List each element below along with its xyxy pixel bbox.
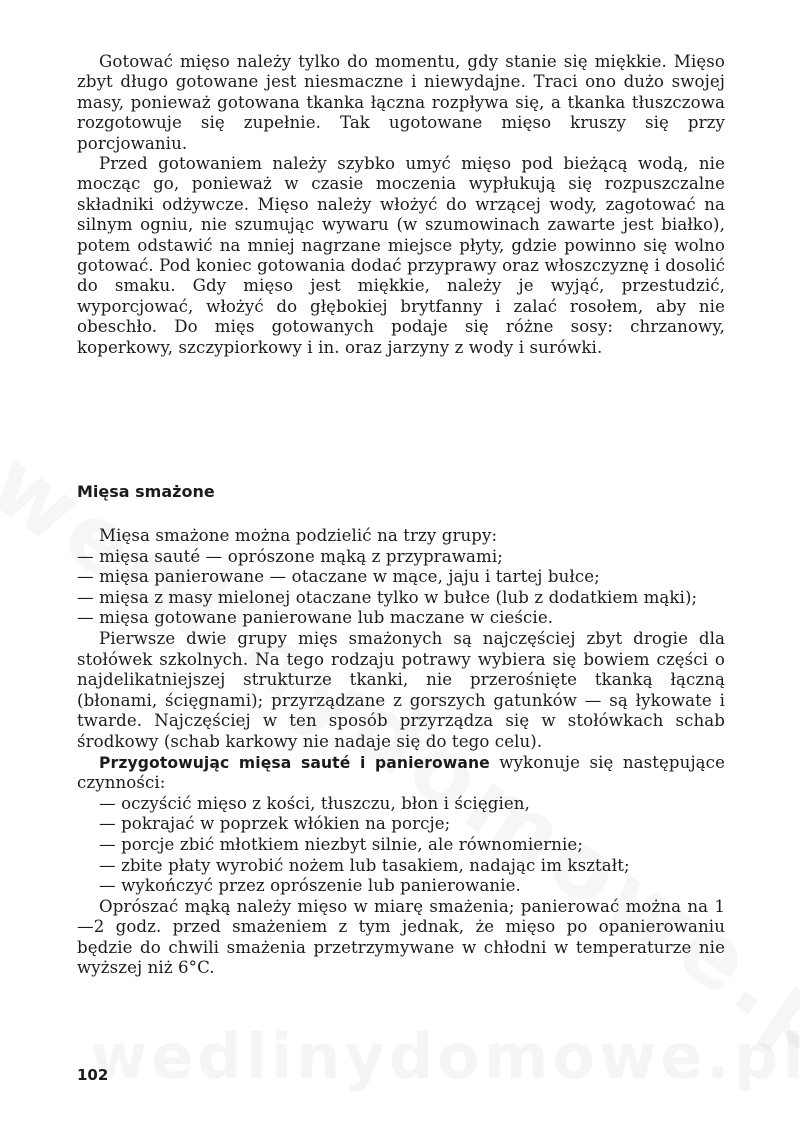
list-item: — oczyścić mięso z kości, tłuszczu, błon i ścięgien, (99, 793, 530, 813)
section-body (77, 526, 725, 979)
list-item: — zbite płaty wyrobić nożem lub tasakiem, nadając im kształt; (99, 855, 630, 875)
steps-list (77, 794, 725, 897)
list-item: — mięsa z masy mielonej otaczane tylko w bułce (lub z dodatkiem mąki); (77, 587, 698, 607)
paragraph-2-rest: wykonuje się następujące czynności: (77, 752, 725, 793)
page-number: 102 (77, 1066, 109, 1084)
bold-lead: Przygotowując mięsa sauté i panierowane (99, 753, 490, 772)
list-item: — mięsa gotowane panierowane lub maczane w cieście. (77, 608, 554, 628)
section-paragraph-2 (77, 753, 725, 794)
intro-text-block (77, 52, 725, 358)
section-intro: Mięsa smażone można podzielić na trzy grupy: (99, 526, 498, 545)
section-paragraph-1: Pierwsze dwie grupy mięs smażonych są najczęściej zbyt drogie dla stołówek szkolnych. Na tego rodzaju potrawy wybiera się bowiem części o najdelikatniejszej strukturze tkanki, nie przerośnięte tkanką łączną (błonami, ścięgnami); przyrządzane z gorszych gatunków — są łykowate i twarde. Najczęściej w ten sposób przyrządza się w stołówkach schab środkowy (schab karkowy nie nadaje się do tego celu). (77, 628, 725, 751)
watermark-bottom (90, 1020, 800, 1093)
list-item: — mięsa panierowane — otaczane w mące, jaju i tartej bułce; (77, 567, 600, 587)
list-item: — pokrajać w poprzek włókien na porcje; (99, 814, 451, 834)
list-item: — wykończyć przez oprószenie lub panierowanie. (99, 876, 521, 896)
list-item: — porcje zbić młotkiem niezbyt silnie, ale równomiernie; (99, 834, 584, 854)
intro-paragraph-2: Przed gotowaniem należy szybko umyć mięso pod bieżącą wodą, nie mocząc go, ponieważ w czasie moczenia wypłukują się rozpuszczalne składniki odżywcze. Mięso należy włożyć do wrzącej wody, zagotować na silnym ogniu, nie szumując wywaru (w szumowinach zawarte jest białko), potem odstawić na mniej nagrzane miejsce płyty, gdzie powinno się wolno gotować. Pod koniec gotowania dodać przyprawy oraz włoszczyznę i dosolić do smaku. Gdy mięso jest miękkie, należy je wyjąć, przestudzić, wyporcjować, włożyć do głębokiej brytfanny i zalać rosołem, aby nie obeschło. Do mięs gotowanych podaje się różne sosy: chrzanowy, koperkowy, szczypiorkowy i in. oraz jarzyny z wody i surówki. (77, 154, 725, 357)
section-heading: Mięsa smażone (77, 482, 215, 501)
intro-paragraph-1: Gotować mięso należy tylko do momentu, gdy stanie się miękkie. Mięso zbyt długo gotowane jest niesmaczne i niewydajne. Traci ono dużo swojej masy, ponieważ gotowana tkanka łączna rozpływa się, a tkanka tłuszczowa rozgotowuje się zupełnie. Tak ugotowane mięso kruszy się przy porcjowaniu. (77, 52, 725, 153)
groups-list (77, 547, 725, 629)
list-item: — mięsa sauté — oprószone mąką z przyprawami; (77, 546, 503, 566)
section-paragraph-3: Oprószać mąką należy mięso w miarę smażenia; panierować można na 1—2 godz. przed smażeniem z tym jednak, że mięso po opanierowaniu będzie do chwili smażenia przetrzymywane w chłodni w temperaturze nie wyższej niż 6°C. (77, 896, 725, 978)
